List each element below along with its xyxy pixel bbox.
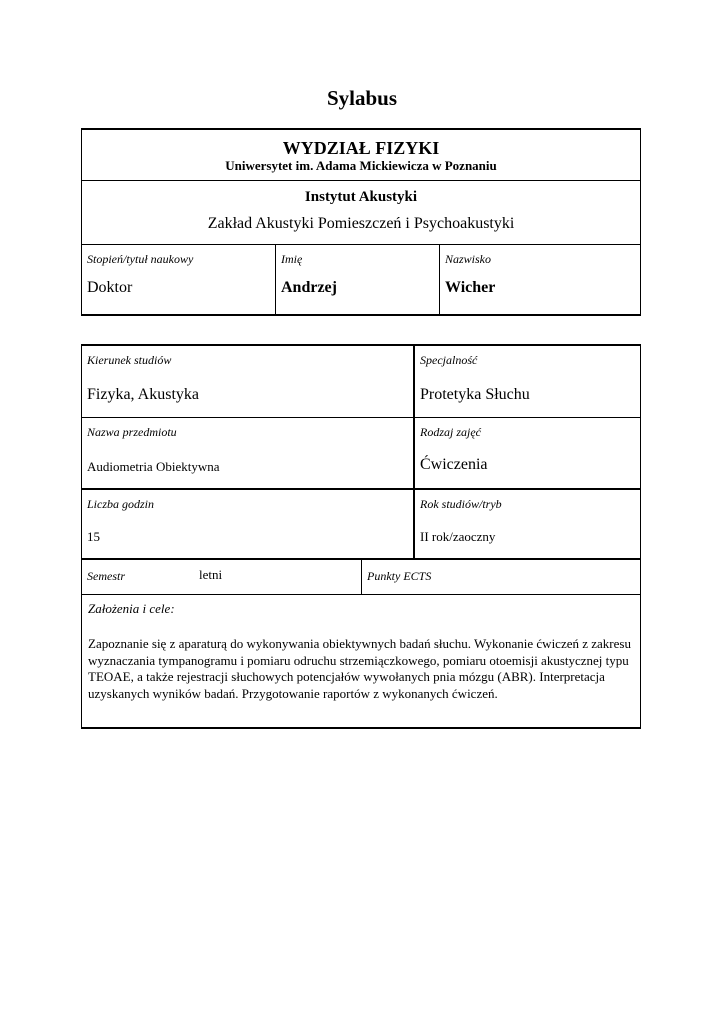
course-table bbox=[81, 344, 641, 729]
degree-value: Doktor bbox=[87, 279, 133, 296]
hours-label: Liczba godzin bbox=[87, 497, 155, 511]
hours-value: 15 bbox=[87, 529, 100, 544]
semester-label: Semestr bbox=[87, 569, 125, 583]
field-row bbox=[82, 346, 640, 418]
document-title: Sylabus bbox=[326, 86, 398, 110]
firstname-value: Andrzej bbox=[281, 279, 337, 296]
lastname-value: Wicher bbox=[445, 279, 496, 296]
department-name: Zakład Akustyki Pomieszczeń i Psychoakustyki bbox=[207, 215, 515, 232]
subject-value: Audiometria Obiektywna bbox=[87, 459, 220, 474]
specialty-label: Specjalność bbox=[420, 353, 478, 367]
institute-row bbox=[82, 181, 640, 245]
goals-cell bbox=[82, 595, 640, 702]
class-type-value: Ćwiczenia bbox=[420, 456, 488, 473]
semester-row bbox=[82, 560, 640, 595]
class-type-label: Rodzaj zajęć bbox=[420, 425, 481, 439]
class-type-cell bbox=[415, 418, 640, 488]
field-cell bbox=[82, 346, 415, 417]
subject-cell bbox=[82, 418, 415, 488]
goals-label: Założenia i cele: bbox=[88, 601, 175, 616]
field-value: Fizyka, Akustyka bbox=[87, 386, 199, 403]
header-table bbox=[81, 128, 641, 316]
institute-name: Instytut Akustyki bbox=[304, 189, 418, 205]
year-value: II rok/zaoczny bbox=[420, 529, 496, 544]
year-label: Rok studiów/tryb bbox=[420, 497, 502, 511]
year-cell bbox=[415, 490, 640, 558]
semester-value: letni bbox=[199, 567, 223, 582]
degree-label: Stopień/tytuł naukowy bbox=[87, 252, 194, 266]
lastname-cell bbox=[440, 245, 640, 315]
university-name: Uniwersytet im. Adama Mickiewicza w Poznaniu bbox=[225, 158, 497, 173]
ects-label: Punkty ECTS bbox=[367, 569, 432, 583]
lecturer-row bbox=[82, 245, 640, 315]
semester-cell bbox=[82, 560, 362, 594]
goals-text: Zapoznanie się z aparaturą do wykonywania obiektywnych badań słuchu. Wykonanie ćwiczeń z zakresu wyznaczania tympanogramu i pomiaru odruchu strzemiączkowego, pomiaru otoemisji akustycznej typu TEOAE, a także rejestracji słuchowych potencjałów wywołanych pnia mózgu (ABR). Interpretacja uzyskanych wyników badań. Przygotowanie raportów z wykonanych ćwiczeń. bbox=[88, 636, 631, 701]
field-label: Kierunek studiów bbox=[87, 353, 172, 367]
subject-label: Nazwa przedmiotu bbox=[87, 425, 177, 439]
ects-cell bbox=[362, 560, 640, 594]
firstname-cell bbox=[276, 245, 440, 315]
specialty-cell bbox=[415, 346, 640, 417]
hours-row bbox=[82, 490, 640, 560]
lastname-label: Nazwisko bbox=[445, 252, 492, 266]
hours-cell bbox=[82, 490, 415, 558]
degree-cell bbox=[82, 245, 276, 315]
faculty-row bbox=[82, 130, 640, 181]
faculty-name: WYDZIAŁ FIZYKI bbox=[282, 138, 440, 158]
subject-row bbox=[82, 418, 640, 490]
specialty-value: Protetyka Słuchu bbox=[420, 386, 530, 403]
firstname-label: Imię bbox=[281, 252, 303, 266]
